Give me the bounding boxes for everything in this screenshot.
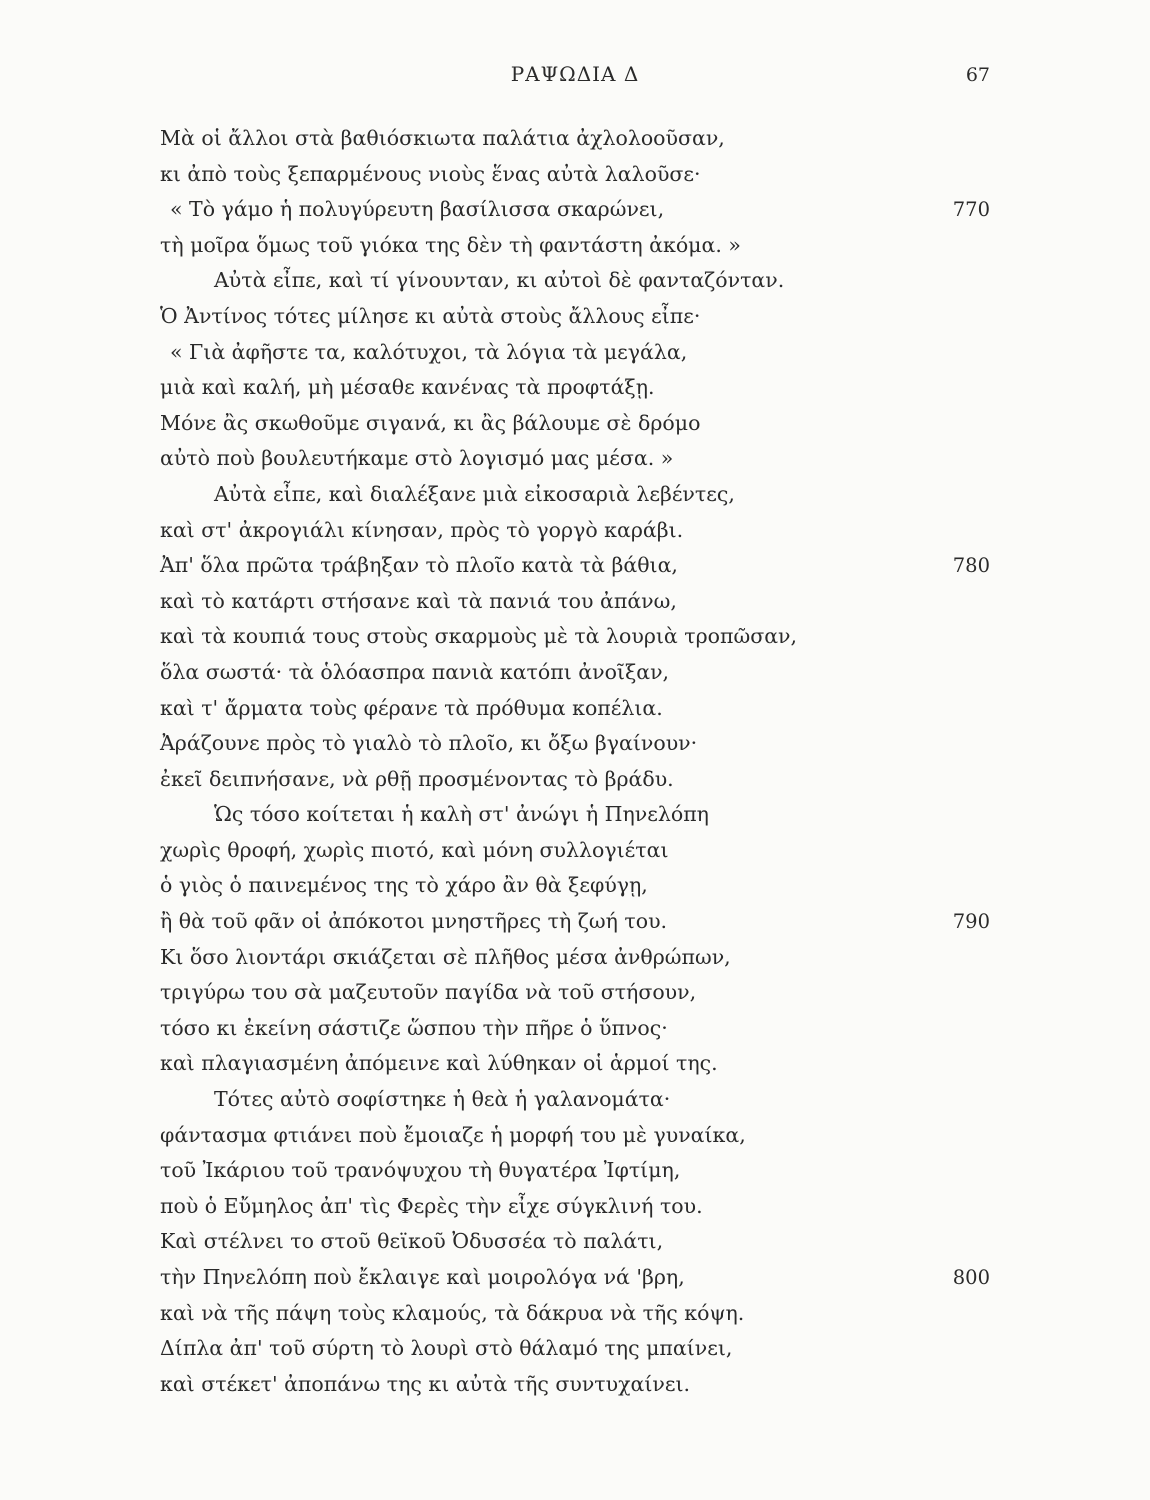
verse-text: Μόνε ἂς σκωθοῦμε σιγανά, κι ἂς βάλουμε σὲ δρόμο (160, 410, 701, 435)
verse-text: κι ἀπὸ τοὺς ξεπαρμένους νιοὺς ἕνας αὐτὰ λαλοῦσε· (160, 161, 701, 186)
verse-text: τριγύρω του σὰ μαζευτοῦν παγίδα νὰ τοῦ στήσουν, (160, 980, 697, 1005)
verse-line (160, 192, 990, 228)
verse-text: καὶ στέκετ' ἀποπάνω της κι αὐτὰ τῆς συντυχαίνει. (160, 1371, 691, 1396)
verse-line (160, 691, 990, 727)
page-number: 67 (965, 64, 990, 86)
verse-line (160, 1153, 990, 1189)
verse-line (160, 1331, 990, 1367)
verse-text: χωρὶς θροφή, χωρὶς πιοτό, καὶ μόνη συλλογιέται (160, 837, 669, 862)
verse-text: τὴν Πηνελόπη ποὺ ἔκλαιγε καὶ μοιρολόγα νά 'βρη, (160, 1265, 685, 1289)
verse-text: καὶ τὸ κατάρτι στήσανε καὶ τὰ πανιά του ἀπάνω, (160, 588, 677, 613)
verse-text: αὐτὸ ποὺ βουλευτήκαμε στὸ λογισμό μας μέσα. » (160, 446, 674, 471)
verse-line (160, 726, 990, 762)
verse-line (160, 833, 990, 869)
verse-text: Ὡς τόσο κοίτεται ἡ καλὴ στ' ἀνώγι ἡ Πηνελόπη (214, 802, 709, 827)
verse-line (160, 228, 990, 264)
verse-line (160, 370, 990, 406)
verse-line (160, 1082, 990, 1118)
verse-text: καὶ τὰ κουπιά τους στοὺς σκαρμοὺς μὲ τὰ λουριὰ τροπῶσαν, (160, 624, 798, 649)
verse-line (160, 797, 990, 833)
verse-text: Κι ὅσο λιοντάρι σκιάζεται σὲ πλῆθος μέσα ἀνθρώπων, (160, 944, 731, 969)
verse-text: Τότες αὐτὸ σοφίστηκε ἡ θεὰ ἡ γαλανομάτα· (214, 1087, 671, 1112)
verse-line (160, 1011, 990, 1047)
verse-line (160, 1296, 990, 1332)
verse-line (160, 1046, 990, 1082)
line-number: 800 (952, 1266, 990, 1289)
verse-text: Ἀπ' ὅλα πρῶτα τράβηξαν τὸ πλοῖο κατὰ τὰ βάθια, (160, 553, 678, 578)
verse-text: Μὰ οἱ ἄλλοι στὰ βαθιόσκιωτα παλάτια ἀχλολοοῦσαν, (160, 126, 725, 150)
verse-text: φάντασμα φτιάνει ποὺ ἔμοιαζε ἡ μορφή του μὲ γυναίκα, (160, 1122, 746, 1147)
verse-text: μιὰ καὶ καλή, μὴ μέσαθε κανένας τὰ προφτάξῃ. (160, 375, 655, 400)
verse-line (160, 335, 990, 371)
verse-text: « Γιὰ ἀφῆστε τα, καλότυχοι, τὰ λόγια τὰ μεγάλα, (170, 339, 688, 364)
verse-text: ἢ θὰ τοῦ φᾶν οἱ ἀπόκοτοι μνηστῆρες τὴ ζωή του. (160, 909, 668, 934)
verse-line (160, 1367, 990, 1403)
verse-line (160, 975, 990, 1011)
verse-text: καὶ πλαγιασμένη ἀπόμεινε καὶ λύθηκαν οἱ ἁρμοί της. (160, 1051, 718, 1076)
verse-text: Δίπλα ἀπ' τοῦ σύρτη τὸ λουρὶ στὸ θάλαμό της μπαίνει, (160, 1336, 733, 1361)
verse-text: τὴ μοῖρα ὅμως τοῦ γιόκα της δὲν τὴ φαντάστη ἀκόμα. » (160, 232, 741, 257)
verse-line (160, 655, 990, 691)
verse-text: ποὺ ὁ Εὔμηλος ἀπ' τὶς Φερὲς τὴν εἶχε σύγκλινή του. (160, 1193, 703, 1218)
verse-text: Ὁ Ἀντίνος τότες μίλησε κι αὐτὰ στοὺς ἄλλους εἶπε· (160, 303, 701, 328)
verse-line (160, 406, 990, 442)
line-number: 790 (952, 910, 990, 934)
verse-text: τοῦ Ἰκάριου τοῦ τρανόψυχου τὴ θυγατέρα Ἰφτίμη, (160, 1158, 681, 1183)
page-header (0, 62, 1150, 92)
verse-line (160, 940, 990, 976)
verse-line (160, 904, 990, 940)
verse-line (160, 513, 990, 549)
verse-text: Ἀράζουνε πρὸς τὸ γιαλὸ τὸ πλοῖο, κι ὄξω βγαίνουν· (160, 731, 698, 756)
verse-line (160, 477, 990, 513)
verse-text: ὁ γιὸς ὁ παινεμένος της τὸ χάρο ἂν θὰ ξεφύγῃ, (160, 873, 648, 898)
verse-text: ἐκεῖ δειπνήσανε, νὰ ρθῇ προσμένοντας τὸ βράδυ. (160, 766, 674, 791)
line-number: 770 (952, 198, 990, 222)
verse-text: Αὐτὰ εἶπε, καὶ διαλέξανε μιὰ εἰκοσαριὰ λεβέντες, (214, 481, 735, 506)
verse-text: ὅλα σωστά· τὰ ὁλόασπρα πανιὰ κατόπι ἀνοῖξαν, (160, 659, 670, 684)
verse-text: καὶ νὰ τῆς πάψη τοὺς κλαμούς, τὰ δάκρυα νὰ τῆς κόψη. (160, 1300, 745, 1325)
verse-text: « Τὸ γάμο ἡ πολυγύρευτη βασίλισσα σκαρώνει, (170, 197, 665, 222)
verse-line (160, 1189, 990, 1225)
verse-line (160, 548, 990, 584)
verse-line (160, 441, 990, 477)
verse-line (160, 584, 990, 620)
verse-line (160, 157, 990, 193)
verse-line (160, 762, 990, 798)
verse-text: Καὶ στέλνει το στοῦ θεϊκοῦ Ὀδυσσέα τὸ παλάτι, (160, 1229, 664, 1254)
verse-text: Αὐτὰ εἶπε, καὶ τί γίνουνταν, κι αὐτοὶ δὲ φανταζόνταν. (214, 268, 785, 293)
verse-line (160, 619, 990, 655)
verse-text: καὶ τ' ἄρματα τοὺς φέρανε τὰ πρόθυμα κοπέλια. (160, 695, 663, 720)
verse-line (160, 868, 990, 904)
verse-line (160, 1224, 990, 1260)
verse-line (160, 299, 990, 335)
line-number: 780 (952, 554, 990, 578)
verse-text: καὶ στ' ἀκρογιάλι κίνησαν, πρὸς τὸ γοργὸ καράβι. (160, 517, 684, 542)
verse-line (160, 1118, 990, 1154)
running-title: ΡΑΨΩΔΙΑ Δ (510, 62, 640, 86)
verse-text: τόσο κι ἐκείνη σάστιζε ὥσπου τὴν πῆρε ὁ ὕπνος· (160, 1015, 668, 1040)
verse-line (160, 1260, 990, 1296)
verse-line (160, 121, 990, 157)
verse-line (160, 263, 990, 299)
verse-block (160, 121, 990, 1402)
